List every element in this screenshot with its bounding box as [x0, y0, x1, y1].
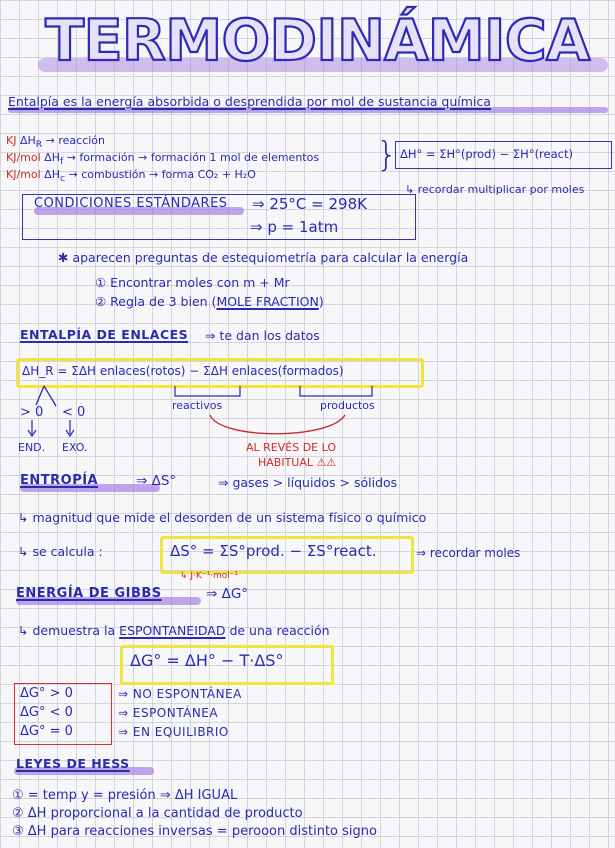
- standard-temperature: ⇒ 25°C = 298K: [252, 195, 367, 213]
- endothermic-label: END.: [18, 441, 46, 454]
- gibbs-result: ⇒ ESPONTÁNEA: [118, 706, 219, 720]
- bond-enthalpy-heading: ENTALPÍA DE ENLACES: [20, 327, 189, 342]
- enthalpy-sub: c: [59, 173, 66, 185]
- enthalpy-unit: KJ: [6, 134, 17, 147]
- enthalpy-text: → combustión → forma CO₂ + H₂O: [68, 168, 256, 181]
- def-text: de una reacción: [229, 623, 330, 638]
- reactants-label: reactivos: [172, 399, 223, 412]
- enthalpy-unit: KJ/mol: [6, 151, 41, 164]
- products-label: productos: [320, 399, 375, 412]
- standard-conditions-label: CONDICIONES ESTÁNDARES: [34, 196, 228, 211]
- enthalpy-symbol: ΔH: [19, 134, 36, 147]
- gibbs-condition: ΔG° > 0: [20, 686, 73, 701]
- enthalpy-text: → reacción: [45, 134, 105, 147]
- bond-enthalpy-formula: ΔH_R = ΣΔH enlaces(rotos) − ΣΔH enlaces(formados): [22, 364, 344, 378]
- enthalpy-unit: KJ/mol: [6, 168, 41, 181]
- hess-law: ② ΔH proporcional a la cantidad de producto: [12, 806, 303, 821]
- entropy-formula: ΔS° = ΣS°prod. − ΣS°react.: [170, 542, 377, 560]
- entropy-states-order: ⇒ gases > líquidos > sólidos: [218, 475, 398, 490]
- reverse-warning: AL REVÉS DE LO: [246, 441, 337, 454]
- gibbs-symbol: ⇒ ΔG°: [206, 586, 249, 602]
- gibbs-condition: ΔG° = 0: [20, 724, 73, 739]
- gibbs-result: ⇒ NO ESPONTÁNEA: [118, 687, 242, 701]
- step-text: ② Regla de 3 bien (: [95, 294, 217, 309]
- hess-heading: LEYES DE HESS: [16, 756, 130, 771]
- mole-fraction-term: MOLE FRACTION: [216, 294, 319, 309]
- stoichiometry-step: ① Encontrar moles con m + Mr: [95, 275, 290, 290]
- standard-pressure: ⇒ p = 1atm: [250, 218, 339, 236]
- enthalpy-symbol: ΔH: [44, 168, 60, 181]
- spontaneity-term: ESPONTANEIDAD: [119, 623, 226, 638]
- gibbs-definition: [18, 623, 330, 639]
- curly-brace: }: [376, 135, 398, 175]
- gibbs-condition: ΔG° < 0: [20, 705, 73, 720]
- entropy-calc-note: ⇒ recordar moles: [416, 546, 521, 560]
- positive-sign: > 0: [20, 405, 44, 420]
- enthalpy-sub: R: [35, 139, 43, 151]
- hess-law: ① = temp y = presión ⇒ ΔH IGUAL: [12, 788, 238, 803]
- gibbs-formula: ΔG° = ΔH° − T·ΔS°: [130, 651, 284, 670]
- intro-definition: Entalpía es la energía absorbida o desprendida por mol de sustancia química: [8, 94, 491, 109]
- entropy-units: ↳ J·K⁻¹·mol⁻¹: [180, 571, 239, 581]
- bond-enthalpy-note: ⇒ te dan los datos: [205, 328, 320, 343]
- enthalpy-symbol: ΔH: [44, 151, 60, 164]
- gibbs-result: ⇒ EN EQUILIBRIO: [118, 725, 229, 739]
- reverse-warning: HABITUAL ⚠⚠: [258, 456, 337, 469]
- exothermic-label: EXO.: [62, 441, 88, 454]
- entropy-heading: ENTROPÍA: [20, 473, 99, 488]
- entropy-definition: ↳ magnitud que mide el desorden de un sistema físico o químico: [18, 510, 427, 525]
- multiply-note: ↳ recordar multiplicar por moles: [405, 183, 585, 196]
- enthalpy-formula: ΔH° = ΣH°(prod) − ΣH°(react): [400, 147, 573, 161]
- gibbs-heading: ENERGÍA DE GIBBS: [16, 586, 162, 601]
- hess-law: ③ ΔH para reacciones inversas = perooon distinto signo: [12, 824, 377, 839]
- enthalpy-text: → formación → formación 1 mol de elementos: [66, 151, 320, 164]
- step-text: ): [318, 294, 324, 309]
- negative-sign: < 0: [62, 405, 86, 420]
- def-text: ↳ demuestra la: [18, 623, 116, 638]
- entropy-symbol: ⇒ ΔS°: [136, 473, 177, 489]
- stoichiometry-note: ✱ aparecen preguntas de estequiometría para calcular la energía: [58, 250, 469, 265]
- page-title: TERMODINÁMICA: [45, 8, 590, 74]
- entropy-calc-label: ↳ se calcula :: [18, 544, 103, 559]
- enthalpy-sub: f: [59, 156, 64, 168]
